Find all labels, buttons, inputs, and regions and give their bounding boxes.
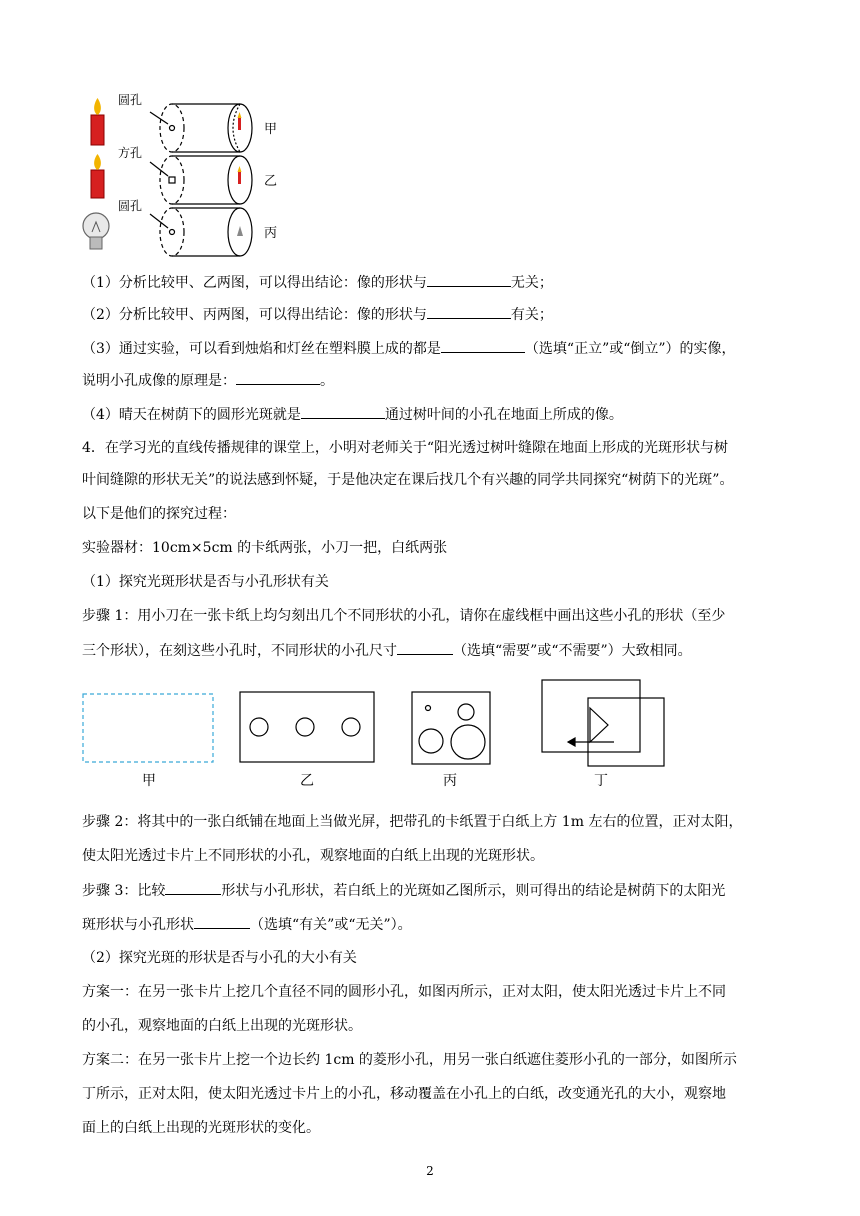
- q4-step-3-cont: 斑形状与小孔形状 （选填“有关”或“无关”）。: [82, 914, 412, 935]
- cylinder-row-3: [150, 208, 252, 256]
- q4-intro: 4．在学习光的直线传播规律的课堂上，小明对老师关于“阳光透过树叶缝隙在地面上形成的光斑形状与树: [82, 440, 729, 456]
- answer-blank[interactable]: [427, 272, 511, 287]
- q4-plan-1: 方案一：在另一张卡片上挖几个直径不同的圆形小孔，如图丙所示，正对太阳，使太阳光透过卡片上不同: [82, 984, 726, 1000]
- q4-intro: 以下是他们的探究过程：: [82, 506, 236, 522]
- hole-label: 圆孔: [118, 199, 143, 213]
- pinhole-figure: [0, 0, 860, 260]
- hole-figures: [0, 678, 860, 788]
- hole-label: 圆孔: [118, 93, 143, 107]
- figure-bing: [412, 692, 490, 764]
- q3-item-3-cont: 说明小孔成像的原理是： 。: [82, 370, 334, 391]
- q4-part-2: （2）探究光斑的形状是否与小孔的大小有关: [82, 950, 357, 966]
- q4-plan-2-cont: 面上的白纸上出现的光斑形状的变化。: [82, 1120, 320, 1136]
- q4-step-1-cont: 三个形状），在刻这些小孔时，不同形状的小孔尺寸 （选填“需要”或“不需要”）大致相同。: [82, 640, 692, 661]
- candle-icon: [91, 154, 104, 198]
- answer-blank[interactable]: [427, 304, 511, 319]
- candle-icon: [91, 98, 104, 145]
- q4-intro: 叶间缝隙的形状无关”的说法感到怀疑，于是他决定在课后找几个有兴趣的同学共同探究“树荫下的光斑”。: [82, 472, 734, 488]
- q4-materials: 实验器材：10cm×5cm 的卡纸两张，小刀一把，白纸两张: [82, 540, 448, 556]
- q4-plan-1-cont: 的小孔，观察地面的白纸上出现的光斑形状。: [82, 1018, 362, 1034]
- answer-blank[interactable]: [441, 338, 525, 353]
- q3-item-4: （4）晴天在树荫下的圆形光斑就是 通过树叶间的小孔在地面上所成的像。: [82, 404, 623, 425]
- answer-blank[interactable]: [165, 880, 221, 895]
- answer-blank[interactable]: [194, 914, 250, 929]
- fig-label: 甲: [142, 773, 156, 789]
- hole-label: 方孔: [118, 146, 143, 160]
- row-label: 丙: [264, 226, 278, 241]
- q3-item-3: （3）通过实验，可以看到烛焰和灯丝在塑料膜上成的都是 （选填“正立”或“倒立”）的实像，: [82, 338, 736, 359]
- answer-blank[interactable]: [236, 370, 320, 385]
- q4-plan-2: 方案二：在另一张卡片上挖一个边长约 1cm 的菱形小孔，用另一张白纸遮住菱形小孔的一部分，如图所示: [82, 1052, 737, 1068]
- q3-item-2: （2）分析比较甲、丙两图，可以得出结论：像的形状与 有关；: [82, 304, 553, 325]
- page-number: 2: [426, 1164, 434, 1178]
- q3-item-1: （1）分析比较甲、乙两图，可以得出结论：像的形状与 无关；: [82, 272, 553, 293]
- q4-part-1: （1）探究光斑形状是否与小孔形状有关: [82, 574, 329, 590]
- figure-yi: [240, 692, 374, 762]
- fig-label: 丁: [594, 773, 608, 789]
- q4-plan-2-cont: 丁所示，正对太阳，使太阳光透过卡片上的小孔，移动覆盖在小孔上的白纸，改变通光孔的大小，观察地: [82, 1086, 726, 1102]
- answer-blank[interactable]: [301, 404, 385, 419]
- light-bulb-icon: [83, 213, 109, 249]
- row-label: 乙: [264, 174, 278, 189]
- cylinder-row-2: [150, 156, 252, 204]
- row-label: 甲: [264, 122, 278, 137]
- q4-step-3: 步骤 3：比较 形状与小孔形状，若白纸上的光斑如乙图所示，则可得出的结论是树荫下的太阳光: [82, 880, 725, 901]
- fig-label: 丙: [443, 773, 457, 789]
- dashed-drawing-box[interactable]: [83, 694, 213, 762]
- q4-step-1: 步骤 1：用小刀在一张卡纸上均匀刻出几个不同形状的小孔，请你在虚线框中画出这些小孔的形状（至少: [82, 608, 726, 624]
- cylinder-row-1: [150, 104, 252, 152]
- answer-blank[interactable]: [397, 640, 453, 655]
- fig-label: 乙: [300, 773, 314, 789]
- q4-step-2: 步骤 2：将其中的一张白纸铺在地面上当做光屏，把带孔的卡纸置于白纸上方 1m 左右的位置，正对太阳，: [82, 814, 743, 830]
- figure-ding: [542, 680, 664, 766]
- q4-step-2-cont: 使太阳光透过卡片上不同形状的小孔，观察地面的白纸上出现的光斑形状。: [82, 848, 544, 864]
